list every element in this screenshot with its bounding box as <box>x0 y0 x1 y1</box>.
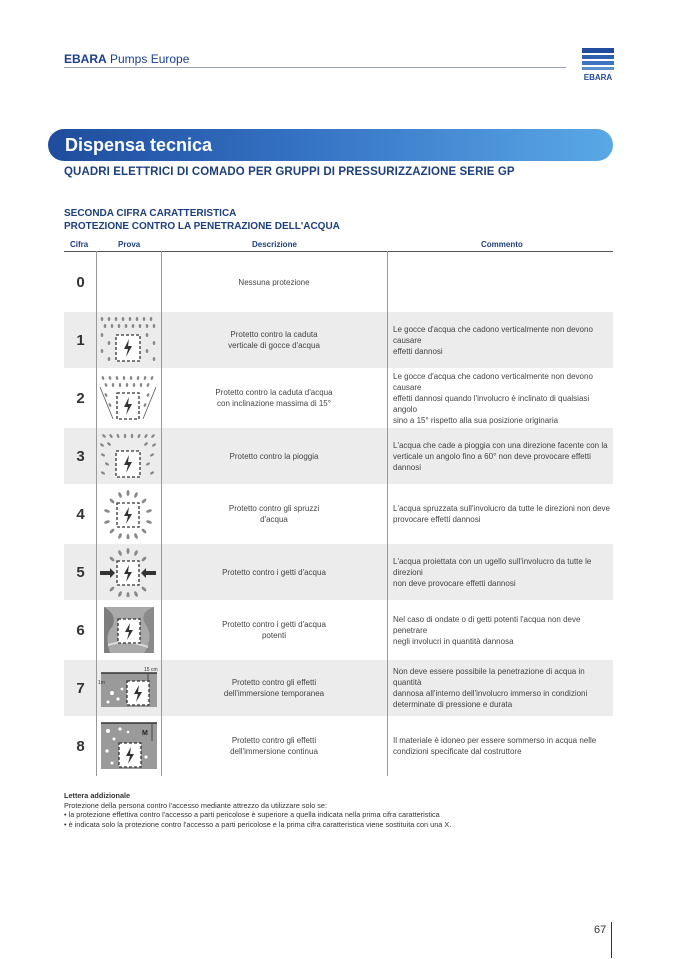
powerful-jets-icon <box>98 605 158 655</box>
description-cell: Nessuna protezione <box>238 277 310 287</box>
brand-name-rest: Pumps Europe <box>106 52 190 66</box>
depth-label: M <box>142 730 148 737</box>
cifra-cell: 0 <box>76 273 85 291</box>
splash-icon <box>98 489 158 539</box>
page-number: 67 <box>594 924 607 936</box>
header-brand <box>64 52 189 66</box>
note-line: • la protezione effettiva contro l'accesso a parti pericolose è superiore a quella indicata nella prima cifra caratteristica <box>64 810 440 819</box>
description-cell: Protetto contro la caduta d'acqua con inclinazione massima di 15° <box>215 388 333 408</box>
cifra-cell: 4 <box>76 505 85 523</box>
jets-icon <box>98 547 158 597</box>
table-row <box>64 660 613 716</box>
side-label: 1m <box>98 680 105 686</box>
table-row <box>64 486 613 542</box>
cifra-cell: 1 <box>76 331 85 349</box>
comment-cell: Nel caso di ondate o di getti potenti l'acqua non deve penetrare negli involucri in quantità dannosa <box>393 614 581 646</box>
comment-cell: L'acqua spruzzata sull'involucro da tutte le direzioni non deve provocare effetti dannosi <box>393 504 610 524</box>
description-cell: Protetto contro la caduta verticale di gocce d'acqua <box>228 330 320 350</box>
comment-cell: L'acqua che cade a pioggia con una direzione facente con la verticale un angolo fino a 60° non deve provocare effetti dannosi <box>393 440 608 472</box>
table-row <box>64 718 613 774</box>
table-row <box>64 254 613 310</box>
note-title: Lettera addizionale <box>64 791 131 800</box>
table-row <box>64 544 613 600</box>
comment-cell: Le gocce d'acqua che cadono verticalmente non devono causare effetti dannosi quando l'involucro è inclinato di qualsiasi angolo sino a 15° rispetto alla sua posizione originaria <box>393 371 593 425</box>
table-header-divider <box>64 251 613 252</box>
column-divider <box>161 251 162 776</box>
vertical-drops-icon <box>98 315 158 365</box>
header-prova: Prova <box>118 240 141 249</box>
cifra-cell: 6 <box>76 621 85 639</box>
ebara-logo-icon <box>582 48 614 82</box>
section-heading-1: SECONDA CIFRA CARATTERISTICA <box>64 208 237 219</box>
description-cell: Protetto contro gli effetti dell'immersione continua <box>230 736 318 756</box>
column-divider <box>387 251 388 776</box>
column-divider <box>96 251 97 776</box>
note-line: • è indicata solo la protezione contro l'accesso a parti pericolose e la prima cifra caratteristica viene sostituita con una X. <box>64 819 452 829</box>
comment-cell: Il materiale è idoneo per essere sommerso in acqua nelle condizioni specificate dal costruttore <box>393 736 597 756</box>
comment-cell <box>393 254 611 310</box>
cifra-cell: 3 <box>76 447 85 465</box>
continuous-immersion-icon <box>98 721 158 771</box>
description-cell: Protetto contro i getti d'acqua <box>222 567 326 577</box>
section-heading-2: PROTEZIONE CONTRO LA PENETRAZIONE DELL'ACQUA <box>64 221 340 232</box>
cifra-cell: 2 <box>76 389 85 407</box>
comment-cell: L'acqua proiettata con un ugello sull'involucro da tutte le direzioni non deve provocare effetti dannosi <box>393 556 592 588</box>
comment-cell: Non deve essere possibile la penetrazione di acqua in quantità dannosa all'interno dell'involucro immerso in condizioni determinate di pressione e durata <box>393 667 588 709</box>
depth-label: 15 cm <box>144 667 158 673</box>
logo-text: EBARA <box>583 73 613 82</box>
brand-name-bold: EBARA <box>64 52 107 66</box>
page-title: Dispensa tecnica <box>65 135 213 155</box>
title-banner <box>48 129 613 161</box>
table-row <box>64 428 613 484</box>
header-divider <box>64 67 566 68</box>
comment-cell: Le gocce d'acqua che cadono verticalmente non devono causare effetti dannosi <box>393 324 593 356</box>
description-cell: Protetto contro gli effetti dell'immersione temporanea <box>223 678 325 698</box>
cifra-cell: 7 <box>76 679 85 697</box>
header-cifra: Cifra <box>70 240 89 249</box>
document-subtitle: QUADRI ELETTRICI DI COMADO PER GRUPPI DI PRESSURIZZAZIONE SERIE GP <box>64 166 515 178</box>
header-descrizione: Descrizione <box>252 240 297 249</box>
header-commento: Commento <box>481 240 523 249</box>
page-number-bar <box>611 922 612 958</box>
description-cell: Protetto contro i getti d'acqua potenti <box>222 620 326 640</box>
table-row <box>64 602 613 658</box>
table-row <box>64 312 613 368</box>
description-cell: Protetto contro la pioggia <box>229 451 319 461</box>
tilted-drops-icon <box>98 373 158 423</box>
additional-letter-note <box>64 791 451 829</box>
rain-spray-icon <box>98 431 158 481</box>
cifra-cell: 8 <box>76 737 85 755</box>
note-line: Protezione della persona contro l'accesso mediante attrezzo da utilizzare solo se: <box>64 800 328 810</box>
cifra-cell: 5 <box>76 563 85 581</box>
table-row <box>64 370 613 426</box>
temporary-immersion-icon <box>98 663 158 713</box>
description-cell: Protetto contro gli spruzzi d'acqua <box>228 504 320 524</box>
